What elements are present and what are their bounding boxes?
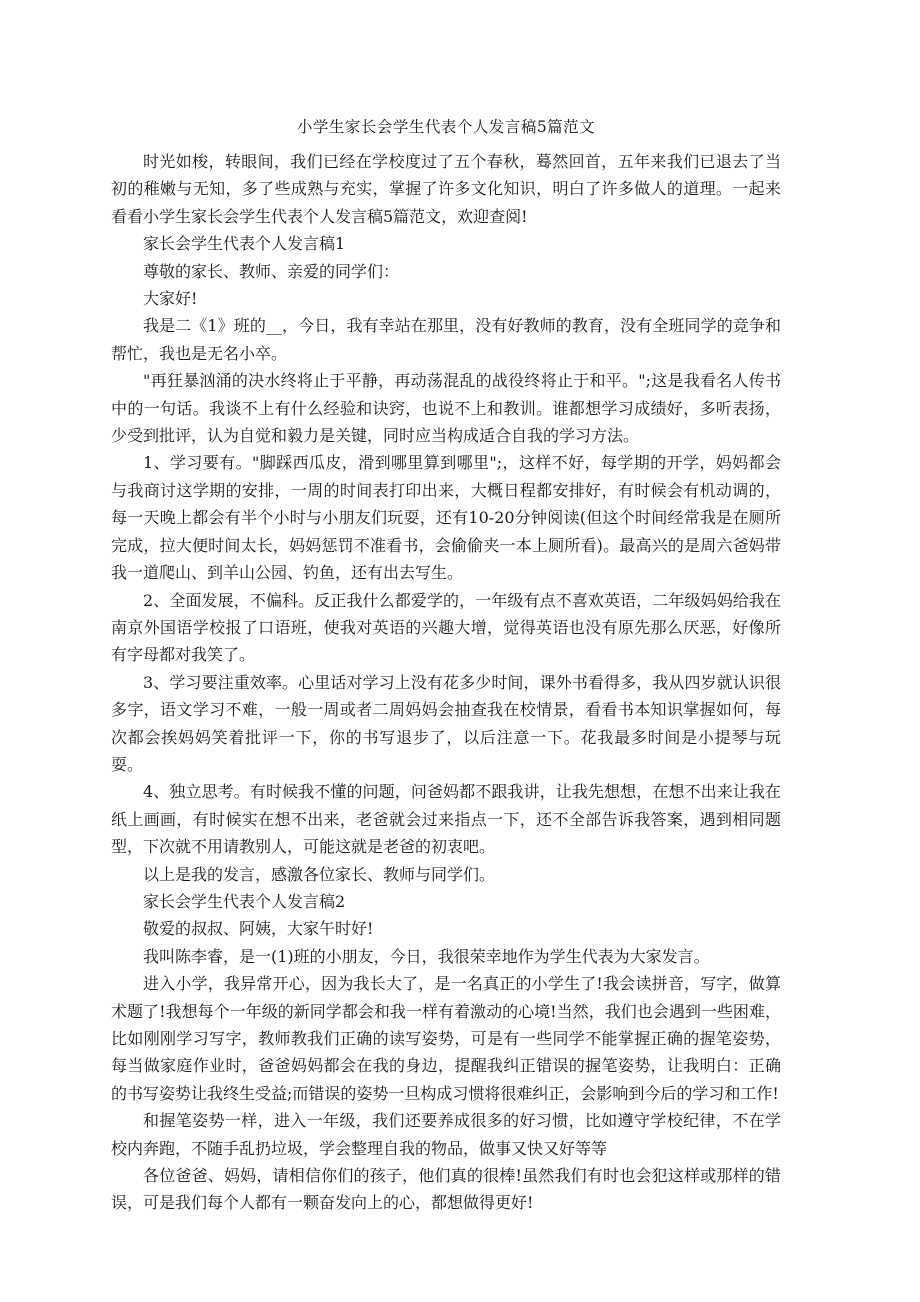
paragraph: 各位爸爸、妈妈，请相信你们的孩子，他们真的很棒!虽然我们有时也会犯这样或那样的错误，可是我们每个人都有一颗奋发向上的心，都想做得更好!	[111, 1166, 781, 1213]
paragraph-point-2: 2、全面发展，不偏科。反正我什么都爱学的，一年级有点不喜欢英语，二年级妈妈给我在南京外国语学校报了口语班，使我对英语的兴趣大增，觉得英语也没有原先那么厌恶，好像所有字母都对我笑了。	[111, 590, 781, 665]
section-heading-2: 家长会学生代表个人发言稿2	[143, 891, 346, 911]
document-body	[111, 148, 781, 1217]
paragraph-point-4: 4、独立思考。有时候我不懂的问题，问爸妈都不跟我讲，让我先想想，在想不出来让我在纸上画画，有时候实在想不出来，老爸就会过来指点一下，还不全部告诉我答案，遇到相同题型，下次就不用请教别人，可能这就是老爸的初衷吧。	[111, 782, 781, 857]
document-page	[111, 0, 781, 1217]
paragraph: 和握笔姿势一样，进入一年级，我们还要养成很多的好习惯，比如遵守学校纪律，不在学校内奔跑，不随手乱扔垃圾，学会整理自我的物品，做事又快又好等等	[111, 1111, 781, 1158]
paragraph: 我是二《1》班的__，今日，我有幸站在那里，没有好教师的教育，没有全班同学的竞争和帮忙，我也是无名小卒。	[111, 316, 781, 363]
paragraph-intro: 时光如梭，转眼间，我们已经在学校度过了五个春秋，蓦然回首，五年来我们已退去了当初的稚嫩与无知，多了些成熟与充实，掌握了许多文化知识，明白了许多做人的道理。一起来看看小学生家长会学生代表个人发言稿5篇范文，欢迎查阅!	[111, 152, 781, 226]
paragraph-hello: 大家好!	[143, 289, 198, 309]
paragraph-point-1: 1、学习要有。"脚踩西瓜皮，滑到哪里算到哪里";，这样不好，每学期的开学，妈妈都会与我商讨这学期的安排，一周的时间表打印出来，大概日程都安排好，有时候会有机动调的，每一天晚上都会有半个小时与小朋友们玩耍，还有10-20分钟阅读(但这个时间经常我是在厕所完成，拉大便时间太长，妈妈惩罚不准看书，会偷偷夹一本上厕所看)。最高兴的是周六爸妈带我一道爬山、到羊山公园、钓鱼，还有出去写生。	[111, 453, 781, 583]
paragraph-closing: 以上是我的发言，感激各位家长、教师与同学们。	[143, 864, 496, 884]
paragraph: 进入小学，我异常开心，因为我长大了，是一名真正的小学生了!我会读拼音，写字，做算术题了!我想每个一年级的新同学都会和我一样有着激动的心境!当然，我们也会遇到一些困难，比如刚刚学习写字，教师教我们正确的读写姿势，可是有一些同学不能掌握正确的握笔姿势，每当做家庭作业时，爸爸妈妈都会在我的身边，提醒我纠正错误的握笔姿势，让我明白：正确的书写姿势让我终生受益;而错误的姿势一旦构成习惯将很难纠正，会影响到今后的学习和工作!	[111, 974, 781, 1103]
paragraph-greeting: 敬爱的叔叔、阿姨，大家午时好!	[143, 919, 374, 939]
paragraph-greeting: 尊敬的家长、教师、亲爱的同学们：	[143, 261, 400, 281]
paragraph-point-3: 3、学习要注重效率。心里话对学习上没有花多少时间，课外书看得多，我从四岁就认识很多字，语文学习不难，一般一周或者二周妈妈会抽查我在校情景，看看书本知识掌握如何，每次都会挨妈妈笑着批评一下，你的书写退步了，以后注意一下。花我最多时间是小提琴与玩耍。	[111, 672, 781, 774]
paragraph: 我叫陈李睿，是一(1)班的小朋友，今日，我很荣幸地作为学生代表为大家发言。	[143, 946, 710, 966]
document-title: 小学生家长会学生代表个人发言稿5篇范文	[296, 118, 596, 136]
paragraph: "再狂暴汹涌的决水终将止于平静，再动荡混乱的战役终将止于和平。";这是我看名人传书中的一句话。我谈不上有什么经验和诀窍，也说不上和教训。谁都想学习成绩好，多听表扬，少受到批评，认为自觉和毅力是关键，同时应当构成适合自我的学习方法。	[111, 371, 781, 446]
section-heading-1: 家长会学生代表个人发言稿1	[143, 234, 346, 254]
